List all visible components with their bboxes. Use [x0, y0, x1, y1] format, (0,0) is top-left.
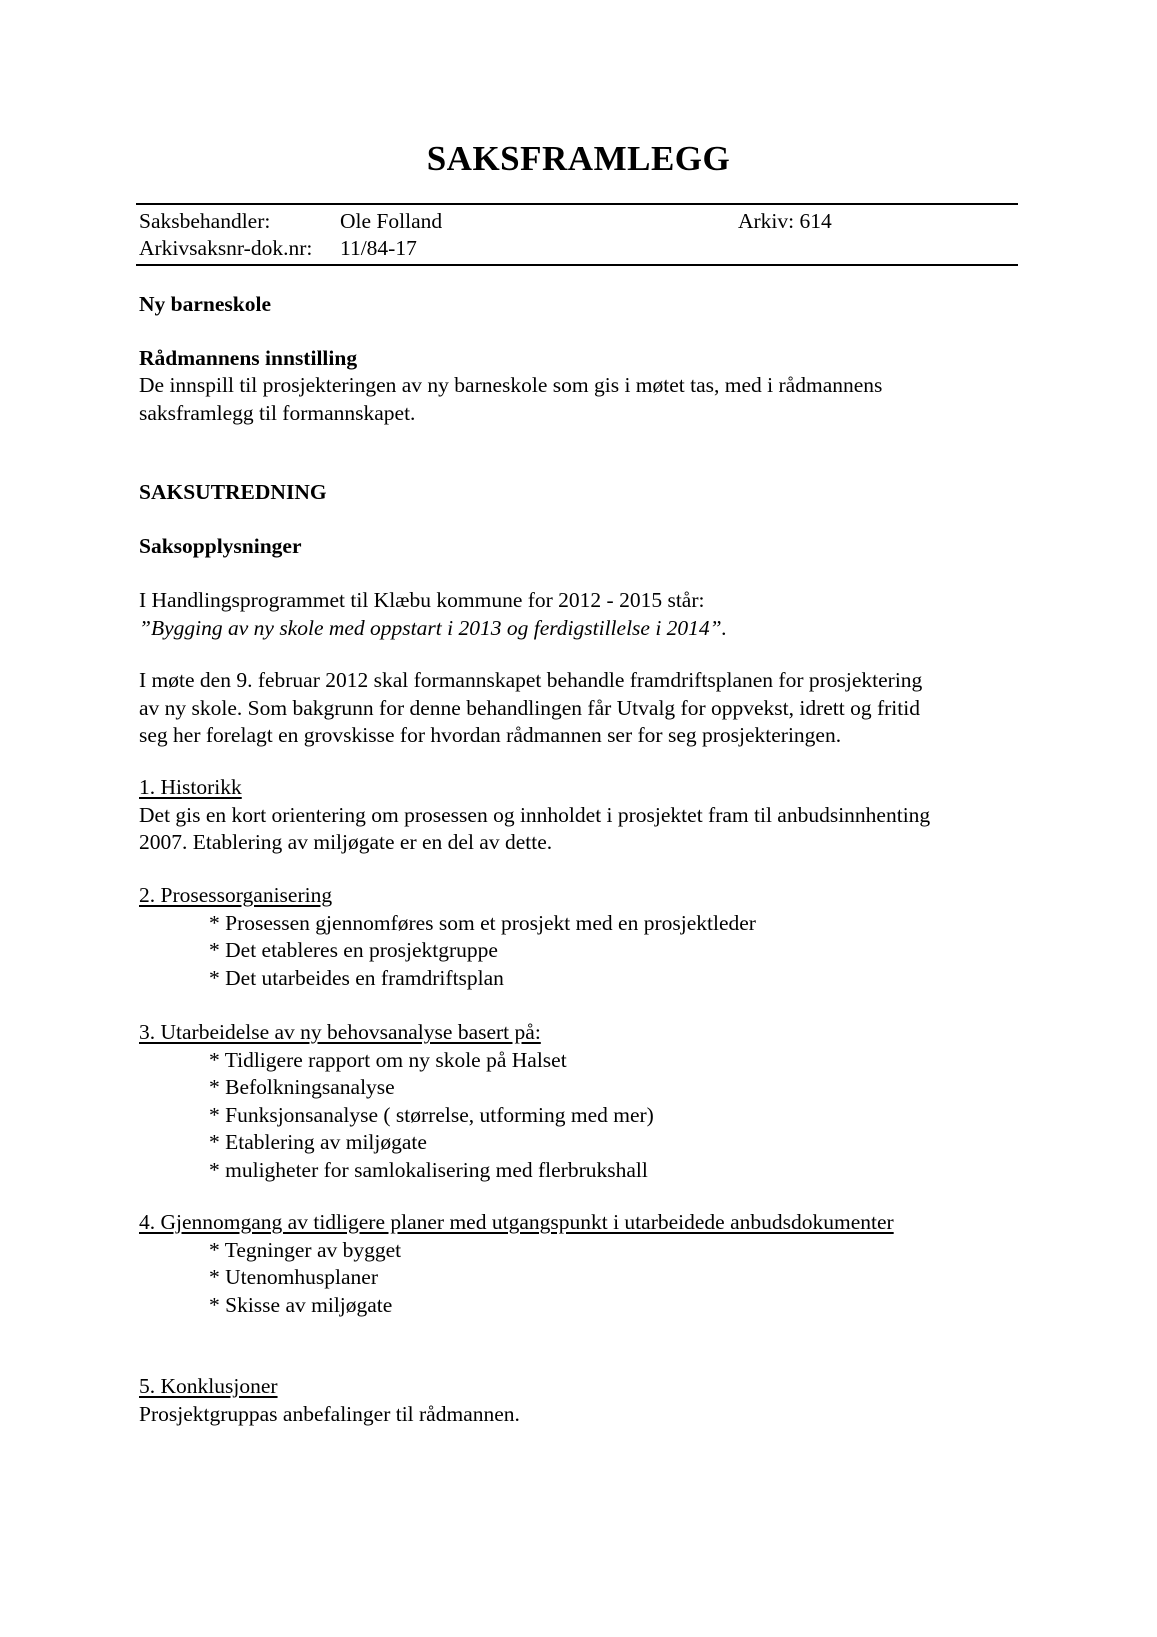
section-text-line: 2007. Etablering av miljøgate er en del av dette.	[139, 830, 553, 854]
section-konklusjoner	[139, 1373, 1019, 1428]
paragraph-line: seg her forelagt en grovskisse for hvordan rådmannen ser for seg prosjekteringen.	[139, 723, 842, 747]
bullet-list	[139, 1047, 1019, 1185]
section-gjennomgang	[139, 1209, 1019, 1319]
arkiv-number: Arkiv: 614	[738, 209, 832, 233]
list-item: * Etablering av miljøgate	[209, 1130, 427, 1154]
section-heading: 2. Prosessorganisering	[139, 883, 333, 907]
innstilling-heading: Rådmannens innstilling	[139, 346, 358, 370]
innstilling-text	[139, 372, 1019, 427]
innstilling-line: De innspill til prosjekteringen av ny barneskole som gis i møtet tas, med i rådmannens	[139, 373, 883, 397]
innstilling-line: saksframlegg til formannskapet.	[139, 400, 416, 425]
quote-line: ”Bygging av ny skole med oppstart i 2013 og ferdigstillelse i 2014”.	[139, 615, 728, 640]
section-historikk	[139, 774, 1019, 857]
list-item: * Skisse av miljøgate	[209, 1292, 393, 1317]
saksopplysninger-heading: Saksopplysninger	[139, 534, 302, 558]
section-heading: 5. Konklusjoner	[139, 1374, 278, 1398]
arkivsaksnr-label: Arkivsaksnr-dok.nr:	[139, 236, 313, 260]
formannskap-paragraph	[139, 667, 1019, 750]
list-item: * Tegninger av bygget	[209, 1237, 402, 1262]
list-item: * Utenomhusplaner	[209, 1265, 378, 1289]
header-bottom-rule	[136, 264, 1018, 266]
arkivsaksnr-value: 11/84-17	[340, 236, 417, 260]
list-item: * muligheter for samlokalisering med flerbrukshall	[209, 1157, 648, 1182]
list-item: * Det etableres en prosjektgruppe	[209, 938, 498, 962]
list-item: * Befolkningsanalyse	[209, 1075, 395, 1099]
subject-heading: Ny barneskole	[139, 292, 271, 316]
header-top-rule	[136, 203, 1018, 205]
saksutredning-heading: SAKSUTREDNING	[139, 480, 327, 504]
list-item: * Det utarbeides en framdriftsplan	[209, 965, 504, 990]
bullet-list	[139, 1237, 1019, 1320]
document-title: SAKSFRAMLEGG	[426, 139, 731, 178]
paragraph-line: av ny skole. Som bakgrunn for denne behandlingen får Utvalg for oppvekst, idrett og fritid	[139, 695, 920, 720]
section-prosessorganisering	[139, 882, 1019, 992]
section-heading: 4. Gjennomgang av tidligere planer med utgangspunkt i utarbeidede anbudsdokumenter	[139, 1210, 894, 1234]
paragraph-line: I møte den 9. februar 2012 skal formannskapet behandle framdriftsplanen for prosjektering	[139, 668, 923, 692]
section-behovsanalyse	[139, 1019, 1019, 1184]
handlingsprogram-paragraph	[139, 587, 1019, 642]
bullet-list	[139, 910, 1019, 993]
section-text-line: Det gis en kort orientering om prosessen og innholdet i prosjektet fram til anbudsinnhenting	[139, 802, 931, 827]
section-heading: 1. Historikk	[139, 775, 242, 799]
section-heading: 3. Utarbeidelse av ny behovsanalyse basert på:	[139, 1020, 541, 1044]
saksbehandler-label: Saksbehandler:	[139, 209, 271, 233]
list-item: * Funksjonsanalyse ( størrelse, utforming med mer)	[209, 1102, 654, 1127]
saksbehandler-value: Ole Folland	[340, 209, 443, 233]
paragraph-line: I Handlingsprogrammet til Klæbu kommune for 2012 - 2015 står:	[139, 588, 705, 612]
list-item: * Prosessen gjennomføres som et prosjekt med en prosjektleder	[209, 910, 756, 935]
list-item: * Tidligere rapport om ny skole på Halset	[209, 1047, 567, 1072]
section-text-line: Prosjektgruppas anbefalinger til rådmannen.	[139, 1401, 520, 1426]
